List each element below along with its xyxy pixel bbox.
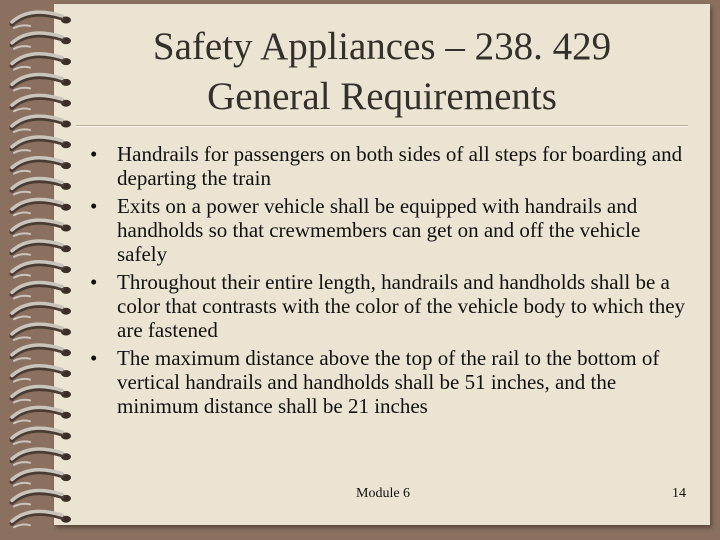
- binding-ring: [12, 262, 71, 278]
- binding-ring: [12, 303, 71, 319]
- bullet-list: [90, 142, 690, 422]
- bullet-text: Handrails for passengers on both sides of all steps for boarding and departing the train: [117, 142, 683, 190]
- title-line-1: Safety Appliances – 238. 429: [152, 25, 612, 68]
- binding-ring: [12, 158, 71, 174]
- footer-module-label: Module 6: [356, 486, 411, 501]
- binding-ring: [12, 387, 71, 403]
- binding-ring: [12, 407, 71, 423]
- binding-ring: [12, 345, 71, 361]
- binding-ring: [12, 12, 71, 28]
- binding-ring: [12, 54, 71, 70]
- title-line-2: General Requirements: [207, 75, 557, 118]
- binding-ring: [12, 179, 71, 195]
- title-divider: [76, 125, 688, 127]
- bullet-text: Exits on a power vehicle shall be equipped with handrails and handholds so that crewmembers can get on and off the vehicle safely: [117, 194, 641, 266]
- binding-ring: [12, 470, 71, 486]
- bullet-item: [90, 194, 690, 266]
- binding-ring: [12, 491, 71, 507]
- bullet-icon: •: [90, 194, 98, 218]
- binding-ring: [12, 241, 71, 257]
- slide-title: [84, 22, 680, 122]
- binding-ring: [12, 449, 71, 465]
- bullet-item: [90, 346, 690, 418]
- bullet-text: Throughout their entire length, handrails and handholds shall be a color that contrasts with the color of the vehicle body to which they are fastened: [117, 270, 686, 342]
- binding-ring: [12, 95, 71, 111]
- bullet-item: [90, 270, 690, 342]
- binding-ring: [12, 137, 71, 153]
- bullet-icon: •: [90, 270, 98, 294]
- binding-ring: [12, 283, 71, 299]
- bullet-item: [90, 142, 690, 190]
- binding-ring: [12, 116, 71, 132]
- binding-ring: [12, 220, 71, 236]
- binding-ring: [12, 366, 71, 382]
- bullet-icon: •: [90, 142, 98, 166]
- binding-ring: [12, 511, 71, 527]
- binding-ring: [12, 33, 71, 49]
- binding-ring: [12, 199, 71, 215]
- slide-number: 14: [672, 486, 686, 501]
- bullet-text: The maximum distance above the top of the rail to the bottom of vertical handrails and handholds shall be 51 inches, and the minimum distance shall be 21 inches: [117, 346, 660, 418]
- binding-ring: [12, 75, 71, 91]
- binding-ring: [12, 324, 71, 340]
- binding-ring: [12, 428, 71, 444]
- spiral-binding: [0, 0, 84, 540]
- bullet-icon: •: [90, 346, 98, 370]
